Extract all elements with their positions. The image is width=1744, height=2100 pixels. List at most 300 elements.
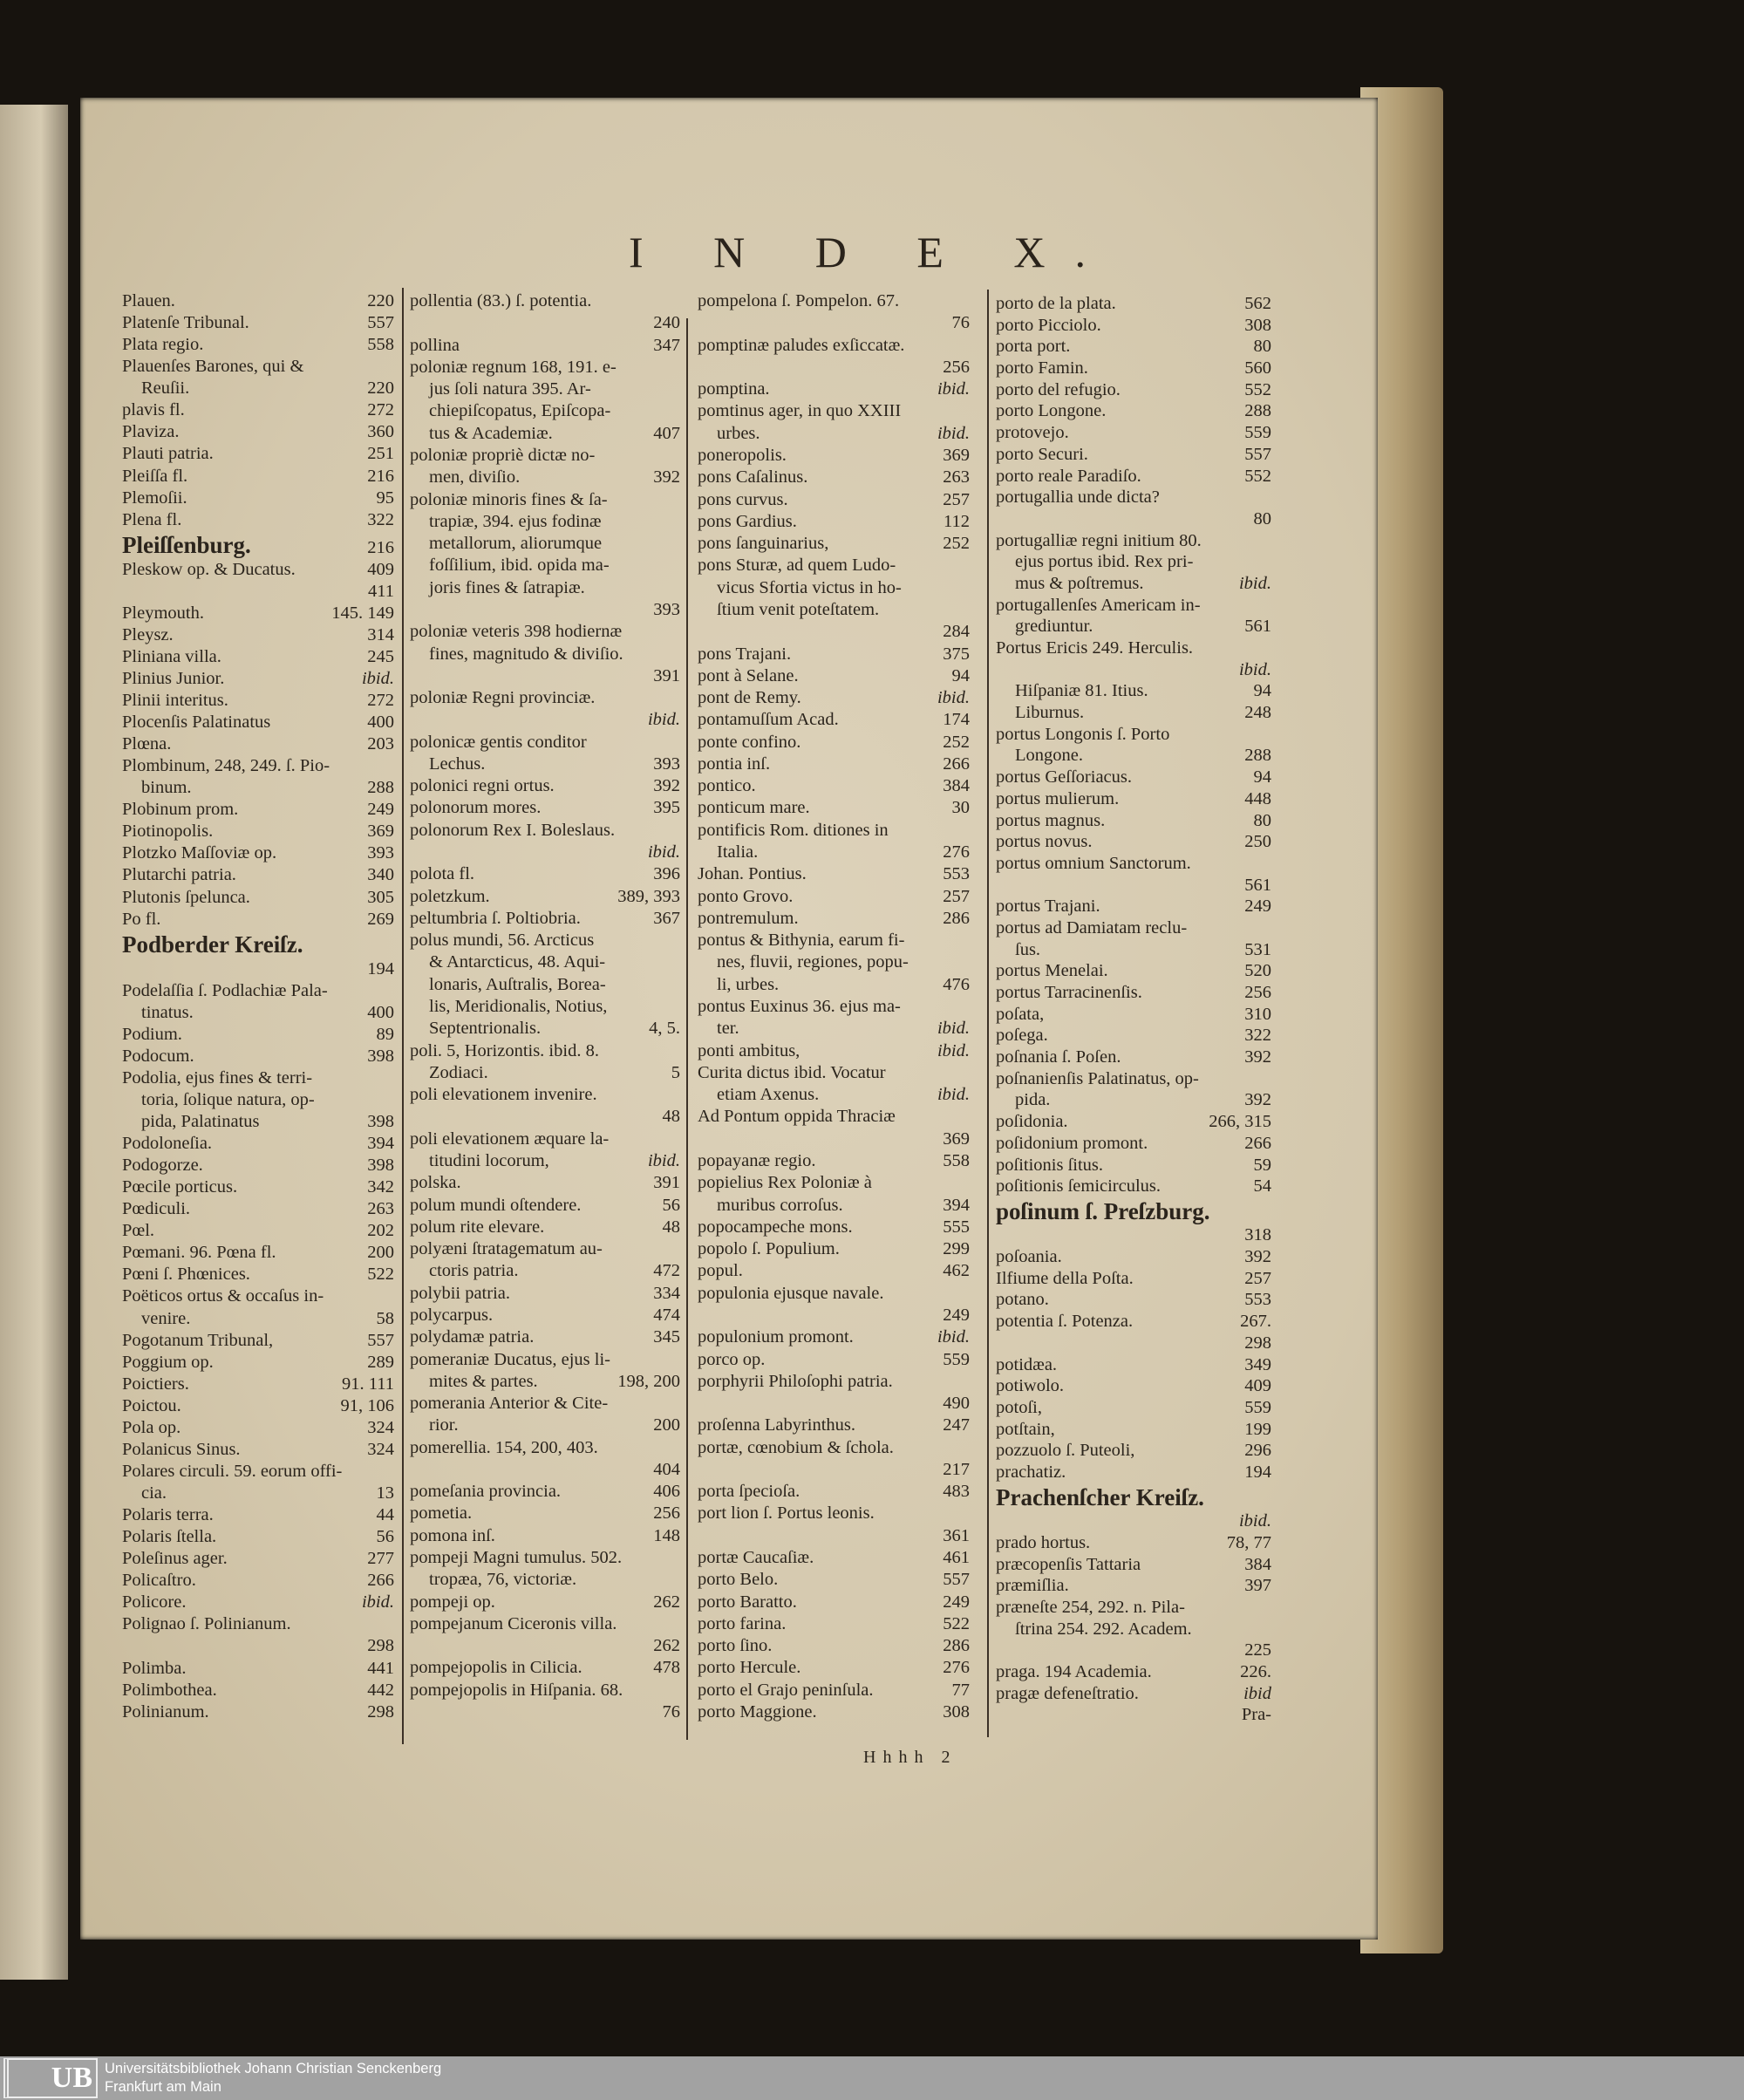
entry-term: ejus portus ibid. Rex pri- — [1015, 552, 1194, 572]
facing-page-edge — [0, 105, 68, 1980]
index-entry — [698, 1483, 970, 1502]
entry-term: foſſilium, ibid. opida ma- — [429, 556, 610, 576]
entry-term: polum mundi oſtendere. — [410, 1195, 582, 1215]
index-entry — [410, 1681, 680, 1701]
entry-term: poletzkum. — [410, 886, 490, 906]
entry-page-ref: 474 — [653, 1305, 680, 1325]
index-entry — [996, 553, 1271, 572]
entry-page-ref: 314 — [367, 624, 394, 644]
entry-page-ref: 245 — [367, 646, 394, 666]
index-entry — [410, 491, 680, 510]
index-entry — [122, 982, 394, 1001]
entry-page-ref: 392 — [1244, 1247, 1271, 1267]
entry-page-ref: 394 — [943, 1195, 970, 1215]
entry-page-ref: 220 — [367, 378, 394, 399]
index-entry — [122, 1462, 394, 1482]
entry-page-ref: 5 — [671, 1062, 680, 1082]
index-entry — [698, 843, 970, 862]
index-entry — [122, 1091, 394, 1110]
index-entry — [122, 1265, 394, 1285]
index-entry — [698, 1593, 970, 1612]
entry-page-ref: 78, 77 — [1226, 1532, 1271, 1552]
entry-term: præneſte 254, 292. n. Pila- — [996, 1597, 1185, 1617]
index-entry — [122, 489, 394, 508]
entry-page-ref: 91, 106 — [340, 1395, 394, 1415]
entry-term: Pœl. — [122, 1221, 155, 1241]
entry-term: Portus Ericis 249. Herculis. — [996, 638, 1194, 658]
index-entry — [410, 777, 680, 796]
index-entry — [122, 423, 394, 442]
index-entry — [698, 953, 970, 972]
entry-page-ref: ibid. — [647, 710, 680, 730]
entry-page-ref: ibid. — [937, 1327, 970, 1347]
entry-term: porto Maggione. — [698, 1702, 817, 1722]
index-entry — [996, 1006, 1271, 1025]
entry-term: Polanicus Sinus. — [122, 1439, 241, 1459]
index-entry — [410, 645, 680, 665]
index-entry — [122, 692, 394, 711]
entry-term: Plobinum prom. — [122, 800, 239, 820]
entry-term: pomptina. — [698, 379, 770, 399]
index-entry — [996, 661, 1271, 680]
index-entry — [122, 889, 394, 908]
entry-page-ref: 80 — [1253, 337, 1271, 357]
entry-term: Zodiaci. — [429, 1062, 488, 1082]
entry-term: porto Longone. — [996, 401, 1107, 421]
entry-page-ref: 562 — [1244, 294, 1271, 313]
entry-term: portæ Caucaſiæ. — [698, 1548, 814, 1568]
index-entry — [996, 381, 1271, 400]
entry-term: joris fines & ſatrapiæ. — [429, 577, 585, 597]
entry-term: Plauen. — [122, 291, 175, 310]
entry-page-ref: 200 — [653, 1415, 680, 1435]
index-entry — [996, 1156, 1271, 1176]
column-rule — [987, 290, 989, 1737]
index-entry — [122, 467, 394, 487]
index-entry — [410, 689, 680, 708]
entry-term: ſtrina 254. 292. Academ. — [1015, 1619, 1192, 1639]
index-entry — [122, 358, 394, 377]
index-entry — [410, 1240, 680, 1259]
entry-term: porphyrii Philoſophi patria. — [698, 1371, 893, 1391]
index-entry — [410, 1019, 680, 1039]
entry-page-ref: 262 — [653, 1592, 680, 1612]
index-entry — [698, 1461, 970, 1480]
index-entry — [996, 1556, 1271, 1575]
index-entry — [122, 648, 394, 667]
index-entry — [996, 855, 1271, 874]
index-entry — [698, 556, 970, 576]
index-entry — [996, 1199, 1271, 1224]
entry-term: potano. — [996, 1290, 1049, 1310]
entry-page-ref: 112 — [944, 511, 970, 531]
entry-term: portus mulierum. — [996, 788, 1120, 808]
index-entry — [698, 601, 970, 620]
index-entry — [410, 1615, 680, 1634]
entry-page-ref: 392 — [653, 776, 680, 796]
entry-term: Polares circuli. 59. eorum offi- — [122, 1461, 343, 1481]
index-entry — [410, 447, 680, 466]
entry-page-ref: ibid. — [361, 1592, 394, 1612]
entry-term: Plaviza. — [122, 422, 180, 442]
entry-term: pomptinæ paludes exſiccatæ. — [698, 335, 905, 355]
entry-term: Polinianum. — [122, 1701, 209, 1722]
entry-page-ref: ibid. — [647, 1150, 680, 1170]
entry-page-ref: 202 — [367, 1221, 394, 1241]
entry-page-ref: 360 — [367, 422, 394, 442]
entry-page-ref: 4, 5. — [649, 1019, 680, 1039]
entry-term: prachatiz. — [996, 1462, 1066, 1482]
entry-page-ref: 461 — [943, 1548, 970, 1568]
entry-term: Pliniana villa. — [122, 646, 221, 666]
index-entry — [122, 1310, 394, 1329]
entry-term: Podolia, ejus fines & terri- — [122, 1067, 313, 1088]
entry-page-ref: 553 — [1244, 1290, 1271, 1310]
entry-page-ref: 216 — [367, 537, 394, 557]
index-entry — [996, 1463, 1271, 1483]
entry-page-ref: 266 — [1244, 1133, 1271, 1153]
entry-term: porta ſpecioſa. — [698, 1482, 800, 1502]
entry-term: popielius Rex Poloniæ à — [698, 1173, 872, 1193]
entry-page-ref: 409 — [1244, 1376, 1271, 1396]
index-entry — [410, 1064, 680, 1083]
index-entry — [410, 1351, 680, 1370]
index-entry — [410, 402, 680, 421]
entry-page-ref: 225 — [1244, 1640, 1271, 1660]
index-entry — [698, 865, 970, 884]
entry-term: Plombinum, 248, 249. ſ. Pio- — [122, 756, 330, 776]
entry-page-ref: 13 — [376, 1483, 394, 1503]
index-entry — [698, 822, 970, 841]
entry-page-ref: 217 — [943, 1459, 970, 1479]
entry-page-ref: 94 — [1253, 681, 1271, 701]
signature-mark: Hhhh 2 — [863, 1748, 957, 1767]
index-entry — [996, 1334, 1271, 1353]
entry-term: mus & poſtremus. — [1015, 573, 1144, 593]
entry-page-ref: 392 — [1244, 1090, 1271, 1110]
entry-term: Poëticos ortus & occaſus in- — [122, 1286, 324, 1306]
index-entry — [122, 314, 394, 333]
entry-term: Italia. — [717, 842, 759, 862]
index-entry — [410, 556, 680, 576]
entry-term: pometia. — [410, 1503, 473, 1524]
entry-term: Pleysz. — [122, 624, 174, 644]
index-entry — [996, 1226, 1271, 1245]
index-entry — [996, 1270, 1271, 1289]
index-entry — [122, 1200, 394, 1219]
index-entry — [698, 1373, 970, 1392]
entry-term: portus omnium Sanctorum. — [996, 853, 1191, 873]
entry-page-ref: 404 — [653, 1459, 680, 1479]
entry-term: polonorum Rex I. Boleslaus. — [410, 820, 616, 840]
index-entry — [996, 984, 1271, 1003]
entry-page-ref: 286 — [943, 1636, 970, 1656]
entry-term: toria, ſolique natura, op- — [141, 1089, 315, 1109]
index-entry — [410, 1174, 680, 1193]
index-entry — [410, 1108, 680, 1127]
entry-term: Poictou. — [122, 1395, 181, 1415]
entry-term: potſtain, — [996, 1419, 1055, 1439]
entry-term: Plutonis ſpelunca. — [122, 887, 250, 907]
entry-term: porto ſino. — [698, 1636, 773, 1656]
entry-page-ref: ibid. — [361, 668, 394, 688]
entry-page-ref: 54 — [1253, 1176, 1271, 1197]
index-entry — [996, 1291, 1271, 1310]
index-entry — [996, 1377, 1271, 1396]
entry-term: pida, Palatinatus — [141, 1111, 260, 1131]
index-entry — [410, 1703, 680, 1722]
entry-term: poloniæ Regni provinciæ. — [410, 688, 596, 708]
index-entry — [122, 1069, 394, 1088]
entry-term: Poleſinus ager. — [122, 1549, 228, 1569]
entry-page-ref: 391 — [653, 665, 680, 685]
entry-term: pompejopolis in Cilicia. — [410, 1658, 582, 1678]
index-entry — [410, 1394, 680, 1414]
entry-page-ref: 441 — [367, 1658, 394, 1678]
entry-page-ref: 560 — [1244, 358, 1271, 378]
entry-page-ref: 310 — [1244, 1004, 1271, 1024]
entry-term: praga. 194 Academia. — [996, 1661, 1152, 1681]
entry-page-ref: 252 — [943, 534, 970, 554]
entry-term: muribus corroſus. — [717, 1195, 843, 1215]
index-entry — [698, 976, 970, 995]
entry-term: Plutarchi patria. — [122, 865, 236, 885]
index-entry — [698, 1262, 970, 1281]
index-entry — [122, 379, 394, 399]
entry-term: Ad Pontum oppida Thraciæ — [698, 1107, 896, 1127]
entry-page-ref: 375 — [943, 644, 970, 664]
entry-page-ref: 522 — [367, 1265, 394, 1285]
entry-term: pons Caſalinus. — [698, 467, 808, 488]
entry-page-ref: 296 — [1244, 1441, 1271, 1461]
entry-term: portæ, cœnobium & ſchola. — [698, 1437, 894, 1457]
entry-page-ref: 520 — [1244, 961, 1271, 981]
entry-page-ref: 342 — [367, 1177, 394, 1197]
index-column-3 — [698, 292, 970, 1722]
entry-term: pomerellia. 154, 200, 403. — [410, 1437, 598, 1457]
index-entry — [996, 1091, 1271, 1110]
entry-page-ref: 266 — [943, 753, 970, 774]
index-entry — [410, 468, 680, 488]
entry-term: portugallenſes Americam in- — [996, 595, 1201, 615]
entry-term: poli elevationem invenire. — [410, 1085, 597, 1105]
entry-term: Polaris terra. — [122, 1505, 214, 1525]
entry-term: Johan. Pontius. — [698, 864, 807, 884]
entry-term: Plœna. — [122, 734, 172, 754]
index-entry — [122, 866, 394, 885]
entry-term: Pœcile porticus. — [122, 1177, 238, 1197]
index-entry — [122, 1353, 394, 1373]
entry-term: pontificis Rom. ditiones in — [698, 820, 889, 840]
library-footer — [0, 2056, 1744, 2100]
entry-term: præmiſlia. — [996, 1576, 1069, 1596]
entry-term: chiepiſcopatus, Epiſcopa- — [429, 401, 611, 421]
entry-term: ponti ambitus, — [698, 1040, 800, 1060]
index-entry — [698, 314, 970, 333]
page-title: I N D E X. — [628, 228, 1116, 276]
index-entry — [122, 1572, 394, 1591]
index-entry — [996, 1641, 1271, 1660]
index-entry — [410, 843, 680, 862]
entry-page-ref: 393 — [653, 599, 680, 619]
entry-page-ref: 247 — [943, 1415, 970, 1435]
entry-page-ref: 76 — [662, 1702, 680, 1722]
index-entry — [698, 1086, 970, 1105]
entry-term: Po fl. — [122, 909, 161, 929]
entry-term: Pola op. — [122, 1417, 181, 1437]
index-entry — [410, 953, 680, 972]
index-entry — [698, 1416, 970, 1435]
index-entry — [996, 1312, 1271, 1332]
index-entry — [410, 535, 680, 554]
entry-page-ref: 561 — [1244, 617, 1271, 637]
entry-term: pomtinus ager, in quo XXIII — [698, 401, 902, 421]
entry-page-ref: 553 — [943, 864, 970, 884]
entry-term: li, urbes. — [717, 974, 780, 994]
entry-term: Liburnus. — [1015, 703, 1085, 723]
entry-page-ref: 369 — [367, 822, 394, 842]
entry-term: ſus. — [1015, 939, 1041, 959]
entry-term: Poictiers. — [122, 1374, 189, 1394]
index-entry — [410, 1659, 680, 1678]
entry-page-ref: 369 — [943, 1128, 970, 1149]
entry-page-ref: 203 — [367, 734, 394, 754]
entry-term: pollentia (83.) ſ. potentia. — [410, 291, 592, 310]
entry-page-ref: 48 — [662, 1107, 680, 1127]
entry-page-ref: 262 — [653, 1636, 680, 1656]
index-entry — [698, 1306, 970, 1326]
index-entry — [698, 1681, 970, 1701]
entry-term: pomeſania provincia. — [410, 1482, 562, 1502]
ub-logo[interactable]: UB — [3, 2058, 98, 2098]
entry-term: pontus & Bithynia, earum fi- — [698, 931, 905, 951]
index-entry — [996, 317, 1271, 336]
entry-page-ref: 174 — [943, 710, 970, 730]
index-entry — [996, 1442, 1271, 1461]
entry-term: polum rite elevare. — [410, 1217, 545, 1237]
entry-page-ref: Pra- — [1241, 1705, 1271, 1725]
entry-term: popocampeche mons. — [698, 1217, 853, 1237]
index-entry — [698, 1527, 970, 1546]
index-entry — [122, 1550, 394, 1569]
entry-term: portugallia unde dicta? — [996, 488, 1160, 508]
entry-page-ref: 558 — [943, 1150, 970, 1170]
index-entry — [410, 931, 680, 951]
entry-term: Pœdiculi. — [122, 1199, 191, 1219]
entry-page-ref: 557 — [943, 1570, 970, 1590]
entry-term: porto Baratto. — [698, 1592, 797, 1612]
index-entry — [122, 445, 394, 464]
entry-page-ref: 361 — [943, 1525, 970, 1545]
index-entry — [698, 777, 970, 796]
index-entry — [122, 910, 394, 930]
index-entry — [996, 402, 1271, 421]
entry-term: pontamuſſum Acad. — [698, 710, 839, 730]
entry-term: portus Menelai. — [996, 961, 1108, 981]
index-entry — [410, 1197, 680, 1216]
index-entry — [698, 1064, 970, 1083]
entry-term: porto del refugio. — [996, 379, 1121, 399]
entry-page-ref: 269 — [367, 909, 394, 929]
index-entry — [410, 998, 680, 1017]
entry-term: portus Longonis ſ. Porto — [996, 724, 1170, 744]
index-entry — [122, 1113, 394, 1132]
index-entry — [410, 1571, 680, 1590]
index-entry — [698, 1394, 970, 1414]
entry-term: nes, fluvii, regiones, popu- — [717, 952, 909, 972]
index-entry — [122, 822, 394, 842]
entry-page-ref: 478 — [653, 1658, 680, 1678]
index-entry — [410, 755, 680, 774]
entry-page-ref: 389, 393 — [617, 886, 680, 906]
entry-page-ref: 288 — [1244, 746, 1271, 766]
index-entry — [996, 1512, 1271, 1531]
index-entry — [410, 1483, 680, 1502]
entry-term: porto Hercule. — [698, 1658, 801, 1678]
index-entry — [698, 1218, 970, 1238]
index-entry — [122, 626, 394, 645]
library-name-line2: Frankfurt am Main — [105, 2079, 221, 2095]
index-entry — [410, 1593, 680, 1612]
entry-term: polota fl. — [410, 864, 475, 884]
entry-term: tinatus. — [141, 1002, 194, 1022]
index-entry — [698, 1549, 970, 1568]
index-entry — [122, 1222, 394, 1241]
entry-term: pragæ defeneſtratio. — [996, 1683, 1139, 1703]
entry-term: porto Securi. — [996, 444, 1088, 464]
index-entry — [996, 488, 1271, 508]
entry-term: Plauenſes Barones, qui & — [122, 357, 304, 377]
entry-page-ref: 393 — [653, 753, 680, 774]
index-entry — [410, 1527, 680, 1546]
entry-page-ref: 340 — [367, 865, 394, 885]
index-entry — [996, 1048, 1271, 1067]
entry-page-ref: 248 — [1244, 703, 1271, 723]
index-entry — [122, 1135, 394, 1154]
entry-page-ref: ibid. — [937, 1040, 970, 1060]
entry-page-ref: 94 — [1253, 767, 1271, 788]
entry-page-ref: 44 — [376, 1505, 394, 1525]
entry-page-ref: 395 — [653, 798, 680, 818]
entry-page-ref: 91. 111 — [342, 1374, 394, 1394]
index-entry — [698, 1439, 970, 1458]
entry-term: vicus Sfortia victus in ho- — [717, 577, 902, 597]
entry-page-ref: 308 — [943, 1702, 970, 1722]
index-entry — [410, 1439, 680, 1458]
index-entry — [122, 1156, 394, 1176]
entry-page-ref: 557 — [1244, 444, 1271, 464]
index-entry — [996, 575, 1271, 594]
index-entry — [410, 314, 680, 333]
entry-term: Reuſii. — [141, 378, 190, 399]
index-entry — [410, 425, 680, 444]
entry-term: pont de Remy. — [698, 688, 801, 708]
index-entry — [410, 1262, 680, 1281]
index-entry — [698, 1019, 970, 1039]
entry-term: fines, magnitudo & diviſio. — [429, 644, 623, 664]
entry-term: Podium. — [122, 1024, 182, 1044]
entry-term: poli. 5, Horizontis. ibid. 8. — [410, 1040, 599, 1060]
entry-term: Polimbothea. — [122, 1680, 217, 1700]
index-entry — [698, 402, 970, 421]
entry-term: Plemoſii. — [122, 488, 187, 508]
entry-page-ref: 462 — [943, 1261, 970, 1281]
index-entry — [698, 1285, 970, 1304]
entry-term: pons ſanguinarius, — [698, 534, 829, 554]
entry-page-ref: 476 — [943, 974, 970, 994]
entry-page-ref: 559 — [943, 1349, 970, 1369]
entry-term: Podoloneſia. — [122, 1134, 213, 1154]
